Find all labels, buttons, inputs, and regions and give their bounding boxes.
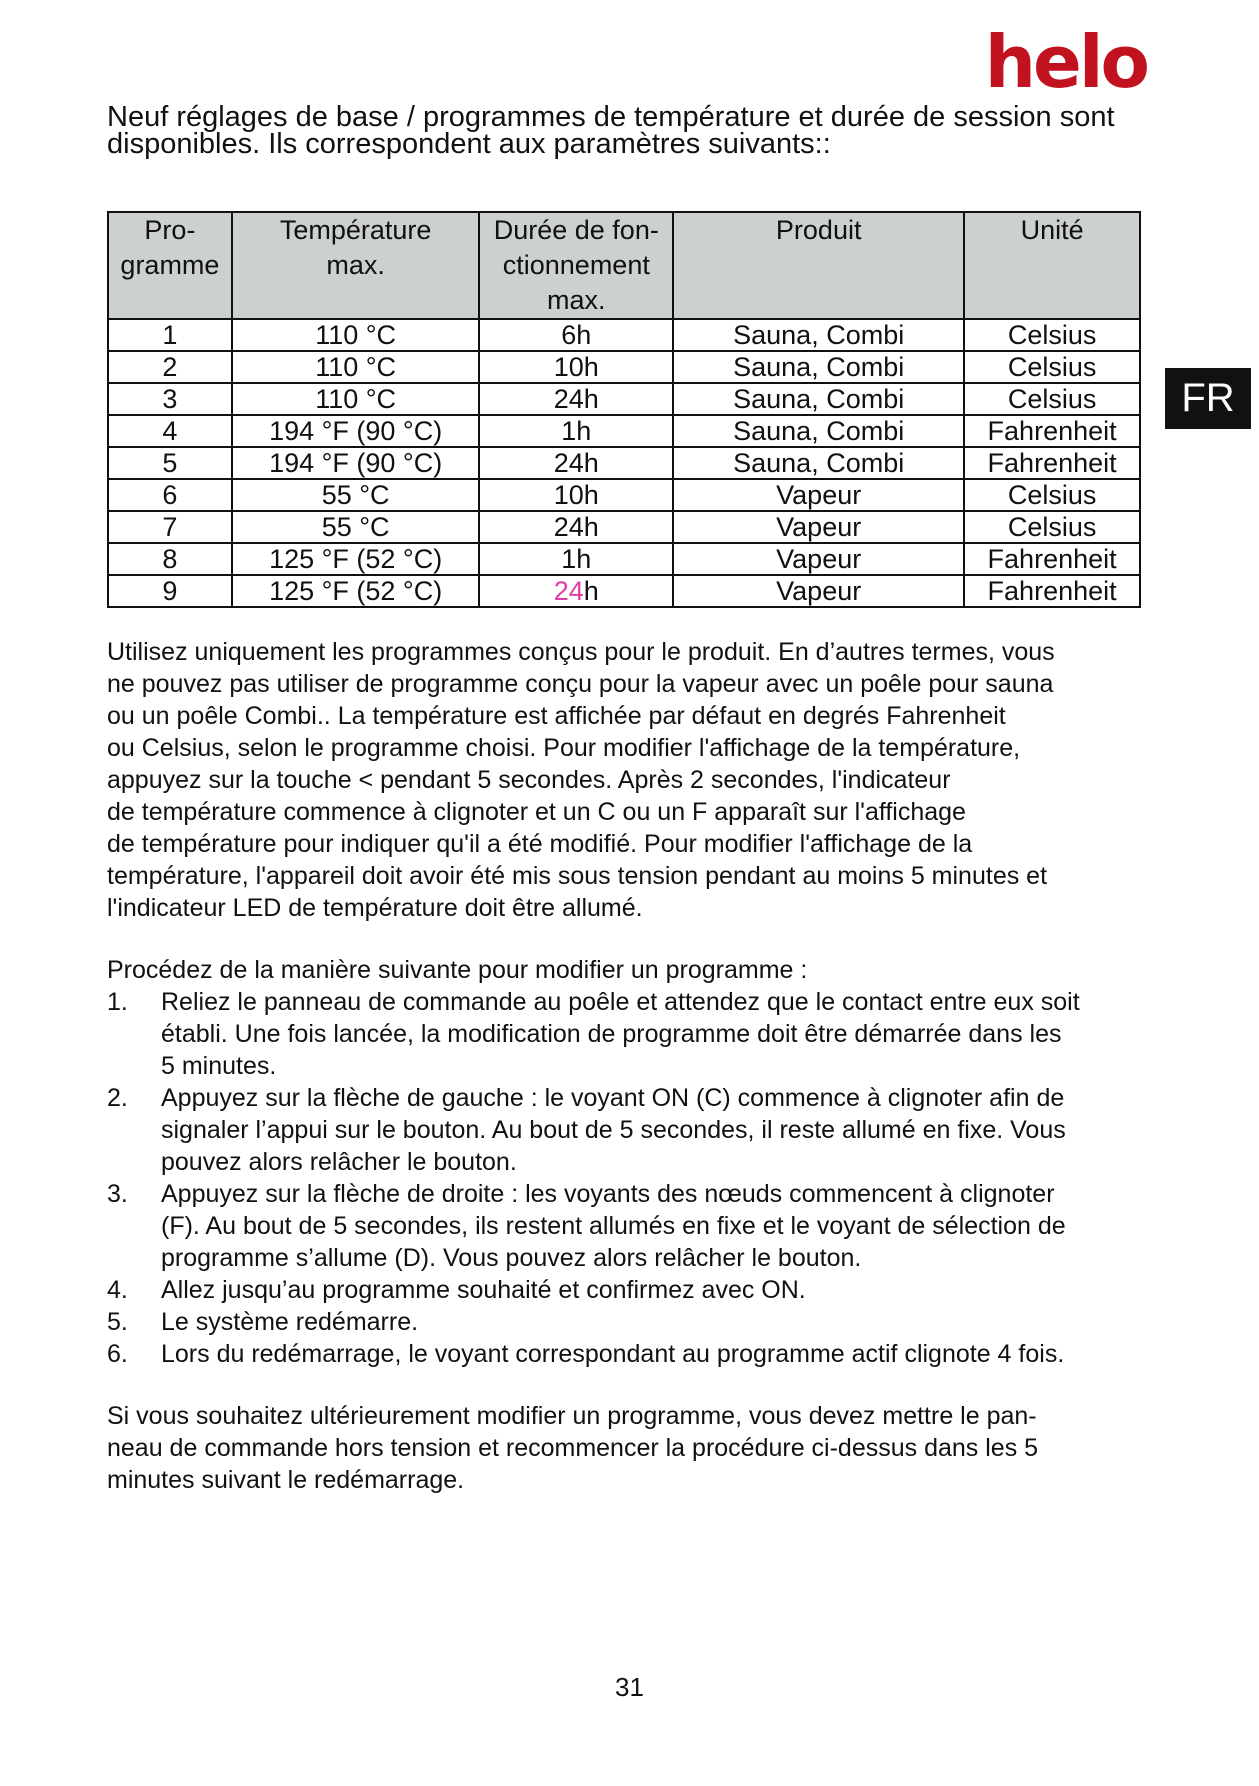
table-row (108, 447, 1140, 479)
cell-unit: Celsius (964, 479, 1140, 511)
cell-product: Vapeur (673, 575, 964, 607)
cell-duration: 10h (479, 479, 673, 511)
cell-product: Sauna, Combi (673, 319, 964, 351)
cell-unit: Fahrenheit (964, 575, 1140, 607)
cell-temperature: 55 °C (232, 511, 480, 543)
cell-unit: Fahrenheit (964, 415, 1140, 447)
cell-unit: Celsius (964, 511, 1140, 543)
table-row (108, 319, 1140, 351)
cell-product: Sauna, Combi (673, 415, 964, 447)
intro-line: disponibles. Ils correspondent aux paramètres suivants:: (107, 128, 831, 160)
cell-product: Vapeur (673, 543, 964, 575)
procedure-intro: Procédez de la manière suivante pour modifier un programme : (107, 956, 808, 984)
table-row (108, 479, 1140, 511)
list-item (107, 1338, 1157, 1370)
cell-duration: 24h (479, 447, 673, 479)
cell-programme: 5 (108, 447, 232, 479)
cell-programme: 9 (108, 575, 232, 607)
list-item (107, 986, 1157, 1082)
cell-duration: 24h (479, 511, 673, 543)
list-item (107, 1178, 1157, 1274)
cell-programme: 1 (108, 319, 232, 351)
cell-temperature: 194 °F (90 °C) (232, 415, 480, 447)
cell-programme: 2 (108, 351, 232, 383)
program-table (107, 211, 1141, 608)
text-line: ne pouvez pas utiliser de programme conçu pour la vapeur avec un poêle pour sauna (107, 670, 1054, 698)
cell-product: Vapeur (673, 479, 964, 511)
header-unit: Unité (964, 212, 1140, 319)
cell-unit: Celsius (964, 351, 1140, 383)
highlighted-duration: 24 (553, 576, 584, 606)
header-duration: Durée de fon- ctionnement max. (479, 212, 673, 319)
language-tab: FR (1165, 368, 1251, 429)
cell-temperature: 110 °C (232, 351, 480, 383)
text-line: minutes suivant le redémarrage. (107, 1466, 465, 1494)
cell-unit: Celsius (964, 319, 1140, 351)
step-number: 2. (107, 1084, 128, 1112)
step-number: 5. (107, 1308, 128, 1336)
step-text: Allez jusqu’au programme souhaité et confirmez avec ON. (161, 1276, 806, 1304)
table-row (108, 511, 1140, 543)
step-text: Appuyez sur la flèche de gauche : le voyant ON (C) commence à clignoter afin de signaler l’appui sur le bouton. Au bout de 5 secondes, il reste allumé en fixe. Vous pouvez alors relâcher le bouton. (161, 1084, 1066, 1176)
cell-product: Sauna, Combi (673, 447, 964, 479)
table-row (108, 575, 1140, 607)
cell-product: Sauna, Combi (673, 383, 964, 415)
cell-programme: 8 (108, 543, 232, 575)
cell-programme: 4 (108, 415, 232, 447)
cell-duration: 1h (479, 415, 673, 447)
intro-text (107, 101, 1147, 160)
step-number: 4. (107, 1276, 128, 1304)
cell-duration: 6h (479, 319, 673, 351)
list-item (107, 1082, 1157, 1178)
cell-programme: 7 (108, 511, 232, 543)
cell-programme: 6 (108, 479, 232, 511)
text-line: Utilisez uniquement les programmes conçus pour le produit. En d’autres termes, vous (107, 638, 1055, 666)
header-programme: Pro- gramme (108, 212, 232, 319)
cell-unit: Fahrenheit (964, 543, 1140, 575)
header-temperature: Température max. (232, 212, 480, 319)
table-row (108, 415, 1140, 447)
cell-duration: 24h (479, 575, 673, 607)
step-number: 1. (107, 988, 128, 1016)
cell-temperature: 125 °F (52 °C) (232, 575, 480, 607)
table-row (108, 351, 1140, 383)
table-row (108, 543, 1140, 575)
text-line: température, l'appareil doit avoir été mis sous tension pendant au moins 5 minutes et (107, 862, 1048, 890)
cell-product: Vapeur (673, 511, 964, 543)
cell-duration: 1h (479, 543, 673, 575)
text-line: appuyez sur la touche < pendant 5 secondes. Après 2 secondes, l'indicateur (107, 766, 951, 794)
list-item (107, 1274, 1157, 1306)
usage-paragraph (107, 636, 1157, 924)
text-line: de température commence à clignoter et un C ou un F apparaît sur l'affichage (107, 798, 966, 826)
procedure-steps (107, 986, 1157, 1370)
cell-temperature: 55 °C (232, 479, 480, 511)
text-line: de température pour indiquer qu'il a été modifié. Pour modifier l'affichage de la (107, 830, 973, 858)
text-line: ou Celsius, selon le programme choisi. Pour modifier l'affichage de la température, (107, 734, 1021, 762)
step-number: 3. (107, 1180, 128, 1208)
step-number: 6. (107, 1340, 128, 1368)
cell-programme: 3 (108, 383, 232, 415)
step-text: Lors du redémarrage, le voyant correspondant au programme actif clignote 4 fois. (161, 1340, 1065, 1368)
intro-line: Neuf réglages de base / programmes de température et durée de session sont (107, 101, 1115, 133)
cell-temperature: 110 °C (232, 319, 480, 351)
cell-product: Sauna, Combi (673, 351, 964, 383)
table-row (108, 383, 1140, 415)
body-text (107, 636, 1157, 1496)
text-line: neau de commande hors tension et recommencer la procédure ci-dessus dans les 5 (107, 1434, 1039, 1462)
cell-duration: 24h (479, 383, 673, 415)
text-line: ou un poêle Combi.. La température est affichée par défaut en degrés Fahrenheit (107, 702, 1006, 730)
helo-logo: helo (984, 20, 1147, 104)
cell-unit: Celsius (964, 383, 1140, 415)
step-text: Appuyez sur la flèche de droite : les voyants des nœuds commencent à clignoter (F). Au bout de 5 secondes, ils restent allumés en fixe et le voyant de sélection de programme s’allume (D). Vous pouvez alors relâcher le bouton. (161, 1180, 1066, 1272)
cell-temperature: 194 °F (90 °C) (232, 447, 480, 479)
step-text: Le système redémarre. (161, 1308, 419, 1336)
cell-temperature: 110 °C (232, 383, 480, 415)
step-text: Reliez le panneau de commande au poêle et attendez que le contact entre eux soit établi. Une fois lancée, la modification de programme doit être démarrée dans les 5 minutes. (161, 988, 1080, 1080)
page-number: 31 (615, 1672, 644, 1702)
table-header-row (108, 212, 1140, 319)
cell-duration: 10h (479, 351, 673, 383)
later-change-paragraph (107, 1400, 1157, 1496)
text-line: Si vous souhaitez ultérieurement modifier un programme, vous devez mettre le pan- (107, 1402, 1037, 1430)
cell-unit: Fahrenheit (964, 447, 1140, 479)
list-item (107, 1306, 1157, 1338)
cell-temperature: 125 °F (52 °C) (232, 543, 480, 575)
header-product: Produit (673, 212, 964, 319)
text-line: l'indicateur LED de température doit être allumé. (107, 894, 643, 922)
